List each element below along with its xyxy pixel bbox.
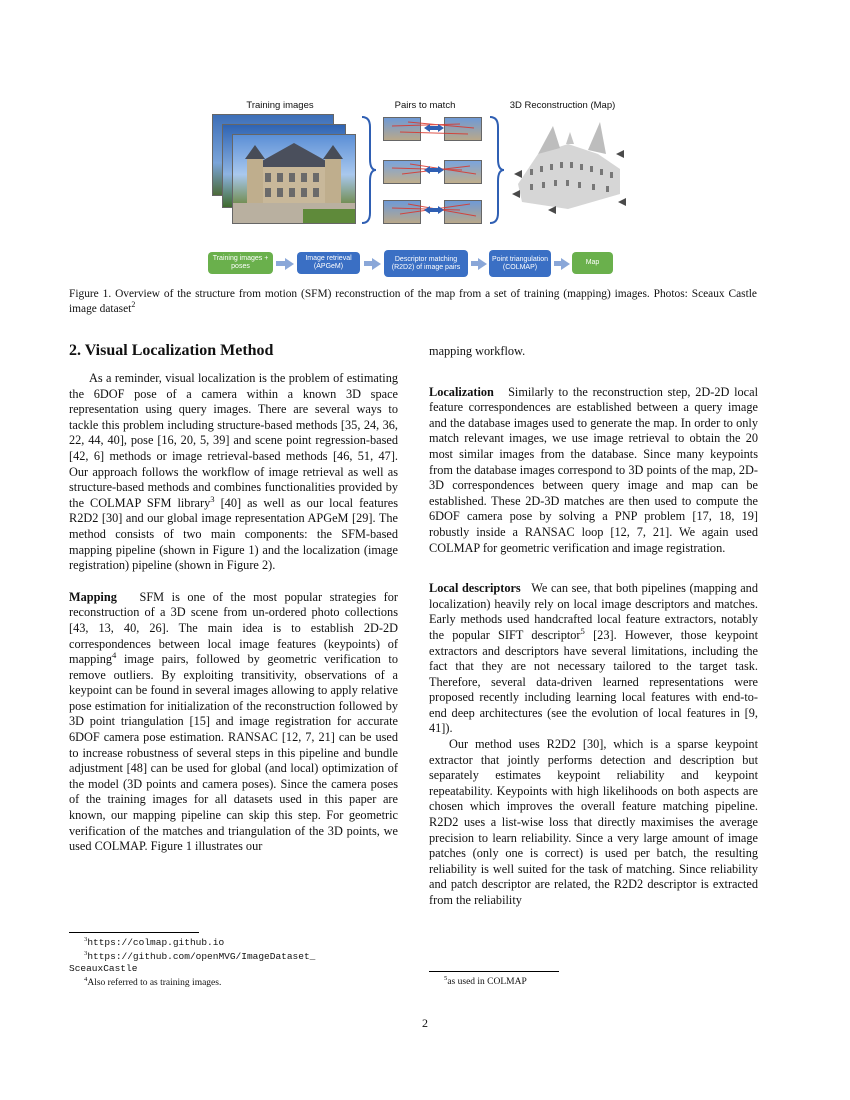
flow-arrow-2 bbox=[372, 258, 381, 270]
section-title: 2. Visual Localization Method bbox=[69, 342, 274, 359]
label-3d-reconstruction: 3D Reconstruction (Map) bbox=[509, 100, 616, 111]
mapping-paragraph bbox=[69, 590, 398, 855]
training-photo-front bbox=[232, 134, 356, 224]
localization-title: Localization bbox=[429, 384, 494, 399]
flow-step-descriptor-matching: Descriptor matching (R2D2) of image pairs bbox=[384, 250, 468, 277]
left-column bbox=[69, 371, 398, 855]
mapping-footnote-mark: 4 bbox=[112, 650, 117, 660]
right-column bbox=[429, 344, 758, 909]
flow-arrow-4 bbox=[561, 258, 570, 270]
intro-footnote-mark: 3 bbox=[210, 493, 215, 504]
footnote-sift bbox=[444, 976, 754, 988]
footnote-dataset-url bbox=[69, 951, 379, 975]
localization-paragraph bbox=[429, 385, 758, 557]
left-footnote-rule bbox=[69, 932, 199, 933]
pair-match-arrows bbox=[380, 112, 484, 227]
footnote-mark: 4 bbox=[84, 975, 88, 983]
intro-text-tail: [40] as well as our local features R2D2 [30] and our global image representation APGeM [29]. The method consists of two main components: the SFM-based mapping pipeline (shown in Figure 1) and the localization (image registration) pipeline (shown in Figure 2). bbox=[69, 495, 398, 573]
local-descriptors-text-tail: [23]. However, those keypoint extractors and descriptors have several limitations, including the fact that they are not necessary tailored to the target task. Therefore, several data-driven learned representations were proposed recently including learning local features with end-to-end deep architectures (see the evolution of local features in [9, 41]). bbox=[429, 627, 758, 736]
flow-arrow-1 bbox=[285, 258, 294, 270]
footnote-text: as used in COLMAP bbox=[447, 977, 527, 987]
footnote-mark: 5 bbox=[444, 974, 448, 982]
figure-caption bbox=[69, 287, 757, 317]
footnote-colmap-url bbox=[84, 937, 394, 949]
mapping-text: SFM is one of the most popular strategies for reconstruction of a 3D scene from un-ordered photo collections [43, 13, 40, 26]. The main idea is to establish 2D-2D correspondences between local image features (keypoints) of mapping bbox=[69, 589, 398, 667]
point-cloud-reconstruction bbox=[508, 114, 628, 219]
right-brace bbox=[486, 115, 506, 225]
footnote-mark: 3 bbox=[84, 935, 88, 943]
section-heading bbox=[69, 342, 273, 360]
r2d2-paragraph: Our method uses R2D2 [30], which is a sparse keypoint extractor that jointly performs detection and description but separately estimates keypoint reliability and keypoint repeatability. Keypoints with high likelihoods on both aspects are chosen which improves the overall feature matching pipeline. R2D2 uses a list-wise loss that directly maximises the average precision to learn reliability. Since a very large amount of image patches (only one is correct) is used per batch, the resulting reliability is well suited for the task of matching. Since reliability and patch descriptor are related, the R2D2 descriptor is extracted from the reliability bbox=[429, 737, 758, 907]
intro-text: As a reminder, visual localization is the problem of estimating the 6DOF pose of a camera within a known 3D space representation using query images. There are several ways to tackle this problem including structure-based methods [35, 24, 36, 22, 44, 40], pose [16, 20, 5, 39] and scene point regression-based [42, 6] methods or image retrieval-based methods [46, 51, 47]. Our approach follows the workflow of image retrieval as well as structure-based methods and combines functionalities provided by the COLMAP SFM library bbox=[69, 371, 398, 510]
castle-photo-illustration bbox=[233, 135, 355, 223]
footnote-training-images bbox=[84, 977, 394, 989]
footnote-text: Also referred to as training images. bbox=[87, 978, 222, 988]
page-number: 2 bbox=[422, 1016, 428, 1030]
mapping-title: Mapping bbox=[69, 589, 117, 604]
flow-step-map: Map bbox=[572, 252, 613, 274]
mapping-text-tail: image pairs, followed by geometric verification to remove outliers. By exploiting transitivity, observations of a keypoint can be found in several images allowing to apply relative pose estimation for initialization of the reconstruction followed by 3D point triangulation [15] and image registration for accurate 6DOF camera pose estimation. RANSAC [12, 7, 21] can be used to increase robustness of several steps in this pipeline and bundle adjustment [48] can be used for global (and local) optimization of the model (3D points and camera poses). Since the camera poses of the training images for all datasets used in this paper are known, our mapping pipeline can skip this step. For geometric verification of the matches and triangulation of the 3D points, we used COLMAP. Figure 1 illustrates our bbox=[69, 652, 398, 854]
flow-step-point-triangulation: Point triangulation (COLMAP) bbox=[489, 250, 551, 277]
flow-step-training-images: Training images + poses bbox=[208, 252, 273, 274]
footnote-text: https://github.com/openMVG/ImageDataset_ SceauxCastle bbox=[69, 951, 316, 974]
label-pairs-to-match: Pairs to match bbox=[394, 100, 456, 111]
local-descriptors-text: We can see, that both pipelines (mapping and localization) heavily rely on local image descriptors and matches. Early methods used handcrafted local feature extractors, notably the popular SIFT descriptor bbox=[429, 581, 758, 642]
intro-paragraph bbox=[69, 371, 398, 574]
local-descriptors-paragraph bbox=[429, 581, 758, 737]
local-descriptors-footnote-mark: 5 bbox=[580, 625, 585, 636]
footnote-text: https://colmap.github.io bbox=[87, 937, 225, 948]
figure-caption-text: Figure 1. Overview of the structure from motion (SFM) reconstruction of the map from a set of training (mapping) images. Photos: Sceaux Castle image dataset bbox=[69, 288, 757, 315]
localization-text: Similarly to the reconstruction step, 2D-2D local feature correspondences are established between a query image and the database images used to generate the map. In order to only match relevant images, we use image retrieval to obtain the 20 most similar images from the database. Since many keypoints from the database images correspond to 3D points of the map, 2D-3D correspondences between query image and map can be established. These 2D-3D matches are then used to compute the 6DOF camera pose by solving a PNP problem [17, 18, 19] robustly inside a RANSAC loop [12, 7, 21]. We again used COLMAP for geometric verification and image registration. bbox=[429, 384, 758, 555]
label-training-images: Training images bbox=[246, 100, 314, 111]
flow-step-image-retrieval: Image retrieval (APGeM) bbox=[297, 252, 360, 274]
local-descriptors-title: Local descriptors bbox=[429, 581, 521, 596]
figure-caption-footnote-mark: 2 bbox=[131, 300, 136, 310]
left-brace bbox=[358, 115, 378, 225]
footnote-mark: 3 bbox=[84, 949, 88, 957]
mapping-continuation: mapping workflow. bbox=[429, 344, 526, 358]
right-footnote-rule bbox=[429, 971, 559, 972]
flow-arrow-3 bbox=[478, 258, 487, 270]
